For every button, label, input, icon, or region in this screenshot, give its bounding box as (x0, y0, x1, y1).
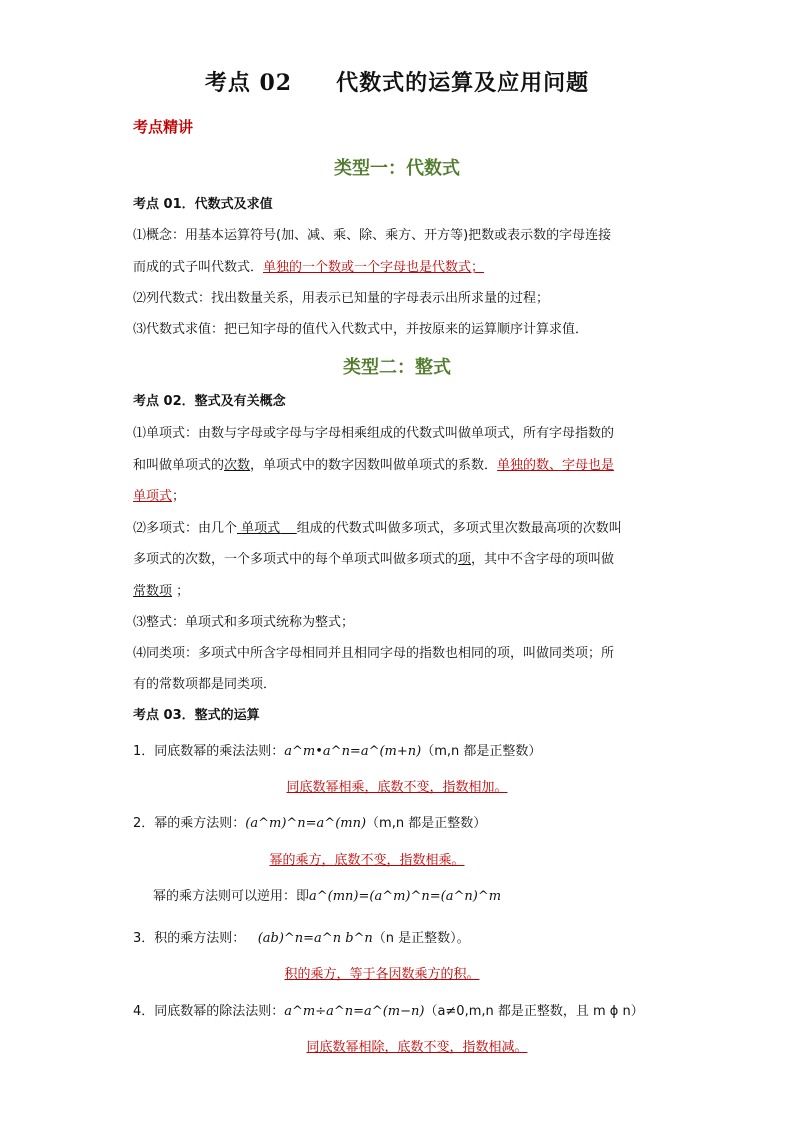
rule2-extra-formula: a^(mn)=(a^m)^n=(a^n)^m (309, 889, 502, 904)
rule2-line: 2．幂的乘方法则：(a^m)^n=a^(mn)（m,n 都是正整数） (133, 816, 487, 831)
title-text: 代数式的运算及应用问题 (336, 70, 590, 96)
kd02-p2a: ⑵多项式：由几个 单项式 组成的代数式叫做多项式，多项式里次数最高项的次数叫 (133, 521, 622, 536)
rule1-summary: 同底数幂相乘，底数不变，指数相加。 (286, 780, 508, 795)
rule1-formula: a^m•a^n=a^(m+n) (284, 744, 422, 759)
kd01-p1a: ⑴概念：用基本运算符号(加、减、乘、除、乘方、开方等)把数或表示数的字母连接 (133, 228, 612, 243)
title-code: 考点 02 (204, 70, 293, 96)
kd02-p4a: ⑷同类项：多项式中所含字母相同并且相同字母的指数也相同的项，叫做同类项；所 (133, 646, 615, 661)
kd02-p1c: 单项式； (133, 489, 186, 504)
kd02-p4b: 有的常数项都是同类项． (133, 677, 277, 692)
kd03-heading: 考点 03．整式的运算 (133, 708, 260, 723)
kd02-p3: ⑶整式：单项式和多项式统称为整式； (133, 615, 355, 630)
rule3-formula: (ab)^n=a^n b^n (257, 931, 373, 946)
rule2-extra: 幂的乘方法则可以逆用：即a^(mn)=(a^m)^n=(a^n)^m (153, 889, 502, 904)
rule4-summary: 同底数幂相除，底数不变，指数相减。 (306, 1040, 528, 1055)
rule3-summary: 积的乘方，等于各因数乘方的积。 (284, 967, 480, 982)
type-two-heading: 类型二：整式 (343, 357, 451, 378)
rule1-line: 1．同底数幂的乘法法则：a^m•a^n=a^(m+n)（m,n 都是正整数） (133, 744, 542, 759)
kd01-p2: ⑵列代数式：找出数量关系，用表示已知量的字母表示出所求量的过程； (133, 291, 550, 306)
type-one-heading: 类型一：代数式 (334, 158, 460, 179)
rule3-line: 3．积的乘方法则： (ab)^n=a^n b^n（n 是正整数）。 (133, 931, 470, 946)
kd02-heading: 考点 02．整式及有关概念 (133, 394, 286, 409)
section-heading: 考点精讲 (133, 118, 194, 136)
kd01-heading: 考点 01．代数式及求值 (133, 197, 273, 212)
kd01-p3: ⑶代数式求值：把已知字母的值代入代数式中，并按原来的运算顺序计算求值． (133, 322, 589, 337)
rule4-formula: a^m÷a^n=a^(m−n) (284, 1004, 425, 1019)
kd02-p2c: 常数项 ； (133, 584, 190, 599)
rule4-line: 4．同底数幂的除法法则：a^m÷a^n=a^(m−n)（a≠0,m,n 都是正整数，且 m ϕ n） (133, 1004, 644, 1019)
kd01-p1b-highlight: 单独的一个数或一个字母也是代数式； (263, 260, 485, 275)
kd01-p1b: 而成的式子叫代数式．单独的一个数或一个字母也是代数式； (133, 260, 485, 275)
rule2-formula: (a^m)^n=a^(mn) (245, 816, 367, 831)
kd02-p1b: 和叫做单项式的次数，单项式中的数字因数叫做单项式的系数．单独的数、字母也是 (133, 458, 615, 473)
page-title (0, 66, 794, 97)
kd02-p2b: 多项式的次数，一个多项式中的每个单项式叫做多项式的项，其中不含字母的项叫做 (133, 552, 615, 567)
rule2-summary: 幂的乘方，底数不变，指数相乘。 (269, 853, 465, 868)
kd02-p1a: ⑴单项式：由数与字母或字母与字母相乘组成的代数式叫做单项式，所有字母指数的 (133, 426, 615, 441)
